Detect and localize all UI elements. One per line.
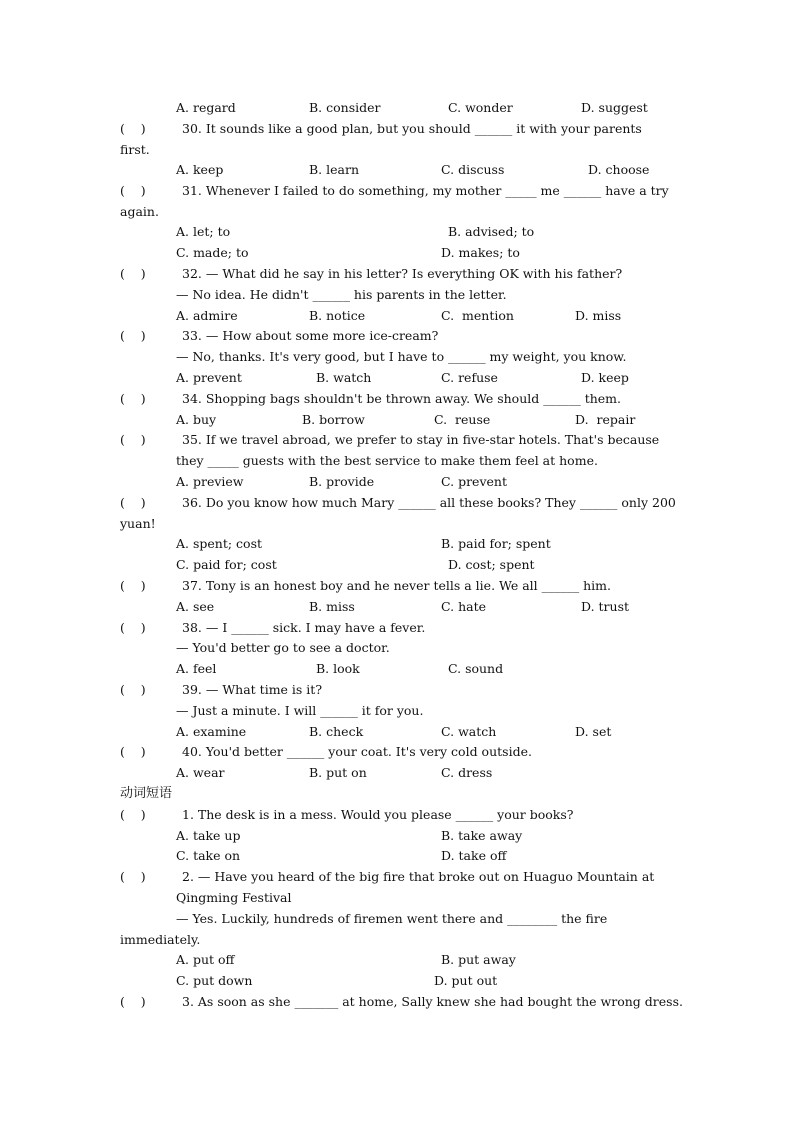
text-line: — You'd better go to see a doctor. xyxy=(176,640,390,655)
answer-option: B. paid for; spent xyxy=(441,536,551,551)
answer-option: A. let; to xyxy=(176,224,231,239)
question-text: 39. — What time is it? xyxy=(182,682,323,697)
answer-option: D. repair xyxy=(575,412,636,427)
answer-bracket: ( ) xyxy=(120,620,146,635)
answer-bracket: ( ) xyxy=(120,391,146,406)
answer-bracket: ( ) xyxy=(120,266,146,281)
answer-option: B. borrow xyxy=(302,412,365,427)
answer-option: B. take away xyxy=(441,828,523,843)
answer-option: B. check xyxy=(309,724,364,739)
question-text: 34. Shopping bags shouldn't be thrown away. We should ______ them. xyxy=(182,391,621,406)
answer-bracket: ( ) xyxy=(120,328,146,343)
answer-option: D. set xyxy=(575,724,612,739)
answer-option: D. keep xyxy=(581,370,629,385)
answer-option: B. watch xyxy=(316,370,372,385)
text-line: — No idea. He didn't ______ his parents in the letter. xyxy=(176,287,507,302)
answer-option: D. suggest xyxy=(581,100,648,115)
text-line: — No, thanks. It's very good, but I have to ______ my weight, you know. xyxy=(176,349,627,364)
question-line xyxy=(120,495,676,511)
question-text: 37. Tony is an honest boy and he never tells a lie. We all ______ him. xyxy=(182,578,611,593)
answer-option: A. keep xyxy=(176,162,224,177)
answer-option: D. trust xyxy=(581,599,630,614)
question-line xyxy=(120,620,425,636)
answer-bracket: ( ) xyxy=(120,121,146,136)
answer-option: D. put out xyxy=(434,973,498,988)
answer-option: C. hate xyxy=(441,599,486,614)
question-line xyxy=(120,869,654,885)
answer-option: A. take up xyxy=(176,828,241,843)
answer-option: B. put away xyxy=(441,952,516,967)
question-text: 36. Do you know how much Mary ______ all these books? They ______ only 200 xyxy=(182,495,676,510)
text-line: — Yes. Luckily, hundreds of firemen went there and ________ the fire xyxy=(176,911,608,926)
answer-option: D. choose xyxy=(588,162,650,177)
text-line: immediately. xyxy=(120,932,201,947)
answer-option: B. notice xyxy=(309,308,366,323)
question-line xyxy=(120,391,621,407)
answer-option: B. consider xyxy=(309,100,381,115)
text-line: — Just a minute. I will ______ it for you. xyxy=(176,703,424,718)
answer-option: D. miss xyxy=(575,308,622,323)
question-text: 2. — Have you heard of the big fire that broke out on Huaguo Mountain at xyxy=(182,869,655,884)
answer-option: C. reuse xyxy=(434,412,491,427)
question-text: 40. You'd better ______ your coat. It's very cold outside. xyxy=(182,744,532,759)
question-text: 31. Whenever I failed to do something, my mother _____ me ______ have a try xyxy=(182,183,669,198)
question-line xyxy=(120,432,659,448)
answer-option: A. admire xyxy=(176,308,238,323)
answer-bracket: ( ) xyxy=(120,807,146,822)
question-text: 33. — How about some more ice-cream? xyxy=(182,328,439,343)
answer-option: C. sound xyxy=(448,661,504,676)
section-heading: 动词短语 xyxy=(120,786,173,801)
answer-option: B. provide xyxy=(309,474,375,489)
answer-option: C. take on xyxy=(176,848,241,863)
answer-option: C. prevent xyxy=(441,474,507,489)
answer-option: B. look xyxy=(316,661,360,676)
text-line: first. xyxy=(120,142,150,157)
answer-bracket: ( ) xyxy=(120,744,146,759)
question-line xyxy=(120,183,669,199)
text-line: again. xyxy=(120,204,159,219)
answer-bracket: ( ) xyxy=(120,994,146,1009)
question-text: 1. The desk is in a mess. Would you please ______ your books? xyxy=(182,807,574,822)
answer-bracket: ( ) xyxy=(120,432,146,447)
answer-option: C. dress xyxy=(441,765,493,780)
answer-option: D. take off xyxy=(441,848,507,863)
question-line xyxy=(120,266,622,282)
answer-option: B. learn xyxy=(309,162,360,177)
answer-option: C. refuse xyxy=(441,370,498,385)
answer-option: A. examine xyxy=(176,724,247,739)
question-text: 35. If we travel abroad, we prefer to stay in five-star hotels. That's because xyxy=(182,432,660,447)
answer-option: A. prevent xyxy=(176,370,242,385)
question-text: 32. — What did he say in his letter? Is everything OK with his father? xyxy=(182,266,623,281)
question-line xyxy=(120,121,642,137)
answer-option: C. paid for; cost xyxy=(176,557,277,572)
answer-option: C. put down xyxy=(176,973,253,988)
answer-bracket: ( ) xyxy=(120,183,146,198)
question-line xyxy=(120,328,438,344)
question-line xyxy=(120,744,532,760)
question-line xyxy=(120,578,611,594)
answer-bracket: ( ) xyxy=(120,682,146,697)
question-text: 3. As soon as she _______ at home, Sally knew she had bought the wrong dress. xyxy=(182,994,683,1009)
answer-option: C. mention xyxy=(441,308,514,323)
question-line xyxy=(120,994,683,1010)
answer-option: A. buy xyxy=(176,412,217,427)
answer-option: C. watch xyxy=(441,724,497,739)
answer-option: A. see xyxy=(176,599,215,614)
answer-option: A. preview xyxy=(176,474,244,489)
answer-option: A. regard xyxy=(176,100,236,115)
answer-bracket: ( ) xyxy=(120,869,146,884)
answer-option: C. made; to xyxy=(176,245,249,260)
answer-option: A. spent; cost xyxy=(176,536,263,551)
answer-option: C. discuss xyxy=(441,162,505,177)
answer-option: B. advised; to xyxy=(448,224,535,239)
answer-option: A. put off xyxy=(176,952,235,967)
answer-option: A. feel xyxy=(176,661,217,676)
answer-option: A. wear xyxy=(176,765,225,780)
text-line: Qingming Festival xyxy=(176,890,292,905)
answer-option: D. makes; to xyxy=(441,245,520,260)
question-text: 30. It sounds like a good plan, but you should ______ it with your parents xyxy=(182,121,642,136)
answer-option: D. cost; spent xyxy=(448,557,535,572)
answer-option: B. put on xyxy=(309,765,367,780)
answer-bracket: ( ) xyxy=(120,495,146,510)
text-line: they _____ guests with the best service to make them feel at home. xyxy=(176,453,598,468)
answer-option: C. wonder xyxy=(448,100,513,115)
answer-option: B. miss xyxy=(309,599,355,614)
question-text: 38. — I ______ sick. I may have a fever. xyxy=(182,620,426,635)
text-line: yuan! xyxy=(120,516,156,531)
question-line xyxy=(120,682,322,698)
question-line xyxy=(120,807,573,823)
answer-bracket: ( ) xyxy=(120,578,146,593)
